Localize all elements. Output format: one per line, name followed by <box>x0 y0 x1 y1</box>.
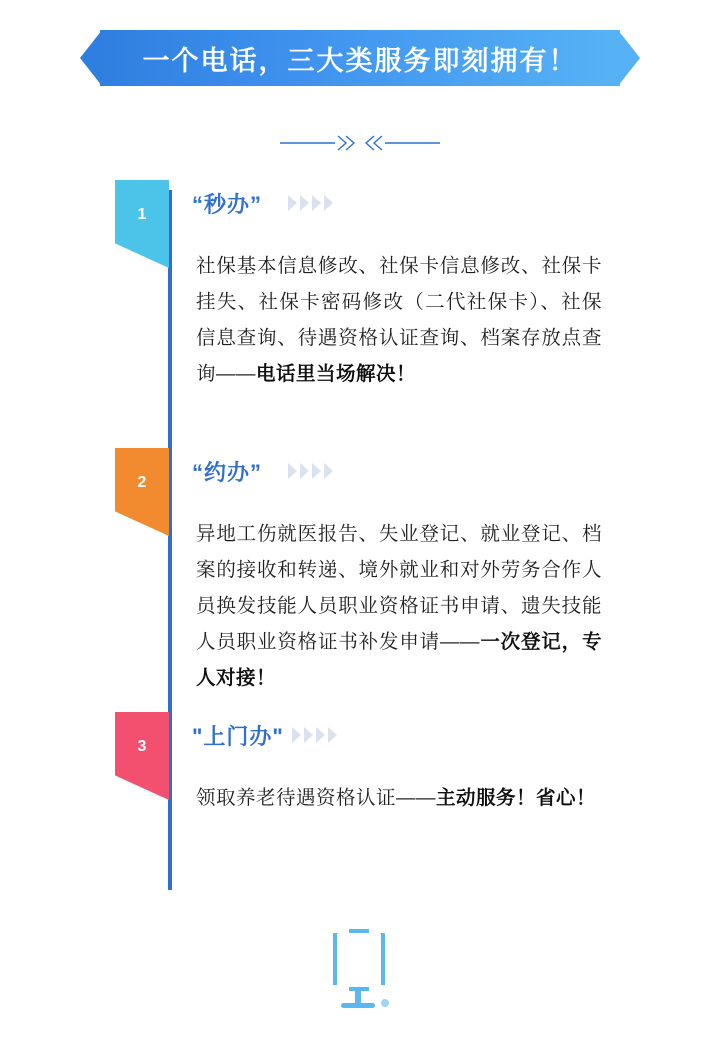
section-3-marker <box>115 712 169 800</box>
banner-tail-left-icon <box>80 30 102 86</box>
header-banner <box>0 30 720 86</box>
section-3-body <box>196 780 602 816</box>
banner-title: 一个电话，三大类服务即刻拥有！ <box>142 45 578 76</box>
section-2-body-plain: 异地工伤就医报告、失业登记、就业登记、档案的接收和转递、境外就业和对外劳务合作人员换发技能人员职业资格证书申请、遗失技能人员职业资格证书补发申请—— <box>196 523 602 653</box>
section-2-marker <box>115 448 169 536</box>
section-1-number: 1 <box>137 206 147 223</box>
section-2-body-bold: 一次登记，专人对接！ <box>196 631 602 689</box>
section-1-body <box>196 248 602 392</box>
section-2-title: “约办” <box>192 460 263 485</box>
section-3-title: "上门办" <box>192 724 284 749</box>
section-2-chevrons-icon <box>288 462 333 480</box>
section-2-body <box>196 516 602 696</box>
section-2-marker-shape <box>115 448 169 536</box>
section-1-marker-shape <box>115 180 169 268</box>
section-1-marker <box>115 180 169 268</box>
device-screen-icon <box>305 923 415 1023</box>
section-1-body-plain: 社保基本信息修改、社保卡信息修改、社保卡挂失、社保卡密码修改（二代社保卡）、社保信息查询、待遇资格认证查询、档案存放点查询—— <box>196 255 602 385</box>
banner-tail-right-icon <box>618 30 640 86</box>
footer-illustration <box>0 923 720 1033</box>
section-1-body-bold: 电话里当场解决！ <box>256 363 417 385</box>
divider-ornament-icon <box>280 130 440 156</box>
section-3-body-bold: 主动服务！省心！ <box>436 787 597 809</box>
section-1-title: “秒办” <box>192 192 263 217</box>
section-3-marker-shape <box>115 712 169 800</box>
section-1-chevrons-icon <box>288 194 333 212</box>
banner-body <box>100 30 620 86</box>
section-2-number: 2 <box>137 474 147 491</box>
decorative-divider <box>0 130 720 160</box>
section-3-body-plain: 领取养老待遇资格认证—— <box>196 787 437 809</box>
section-3-chevrons-icon <box>292 726 337 744</box>
section-3-number: 3 <box>137 738 147 755</box>
